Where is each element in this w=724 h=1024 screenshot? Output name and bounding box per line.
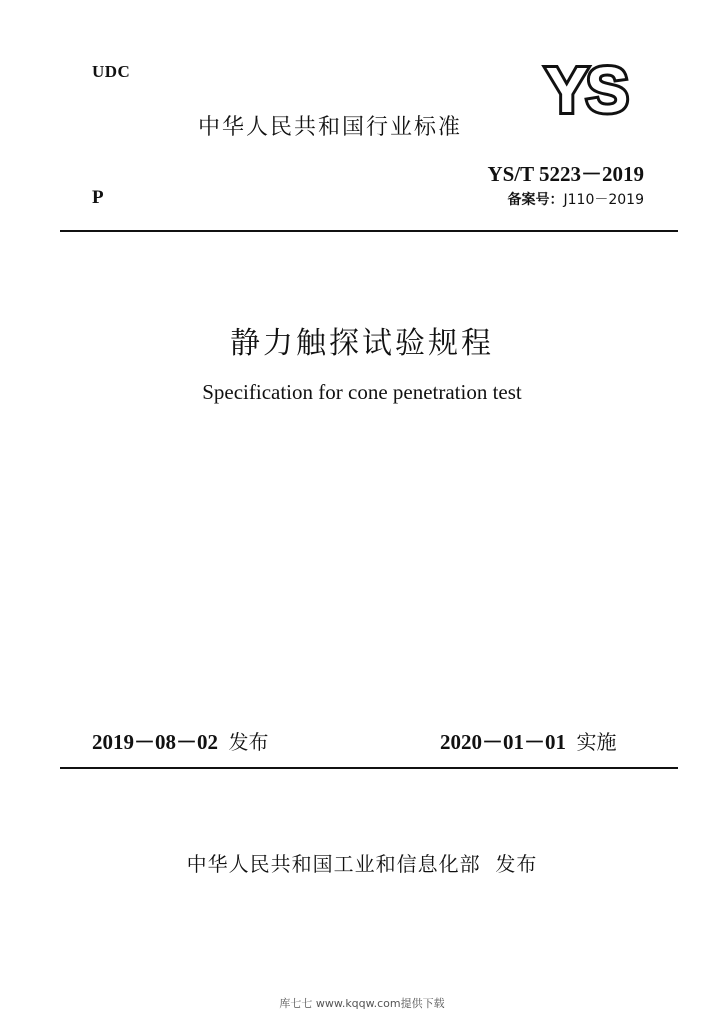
document-title-english: Specification for cone penetration test: [202, 380, 522, 404]
standard-number: YS/T 5223－2019: [487, 162, 644, 186]
classification-code: P: [92, 187, 104, 208]
udc-label: UDC: [92, 62, 131, 81]
record-number-value: J110－2019: [563, 192, 644, 208]
publisher-line: 中华人民共和国工业和信息化部 发布: [186, 852, 538, 876]
record-number-label: 备案号：: [507, 192, 564, 208]
top-divider: [60, 230, 678, 232]
issue-date-suffix: 发布: [228, 730, 269, 754]
record-number: [420, 189, 644, 209]
issue-date: 2019－08－02: [92, 730, 218, 754]
implementation-date-line: [440, 726, 617, 756]
implementation-date-suffix: 实施: [576, 730, 617, 754]
implementation-date: 2020－01－01: [440, 730, 566, 754]
download-footer: 库七七 www.kqqw.com提供下载: [279, 997, 445, 1010]
ys-logo: [530, 58, 642, 120]
standard-type-title: 中华人民共和国行业标准: [198, 115, 463, 140]
ys-logo-text: YS: [545, 58, 627, 120]
issue-date-line: [92, 726, 269, 756]
bottom-divider: [60, 767, 678, 769]
document-title-chinese: 静力触探试验规程: [230, 326, 494, 361]
